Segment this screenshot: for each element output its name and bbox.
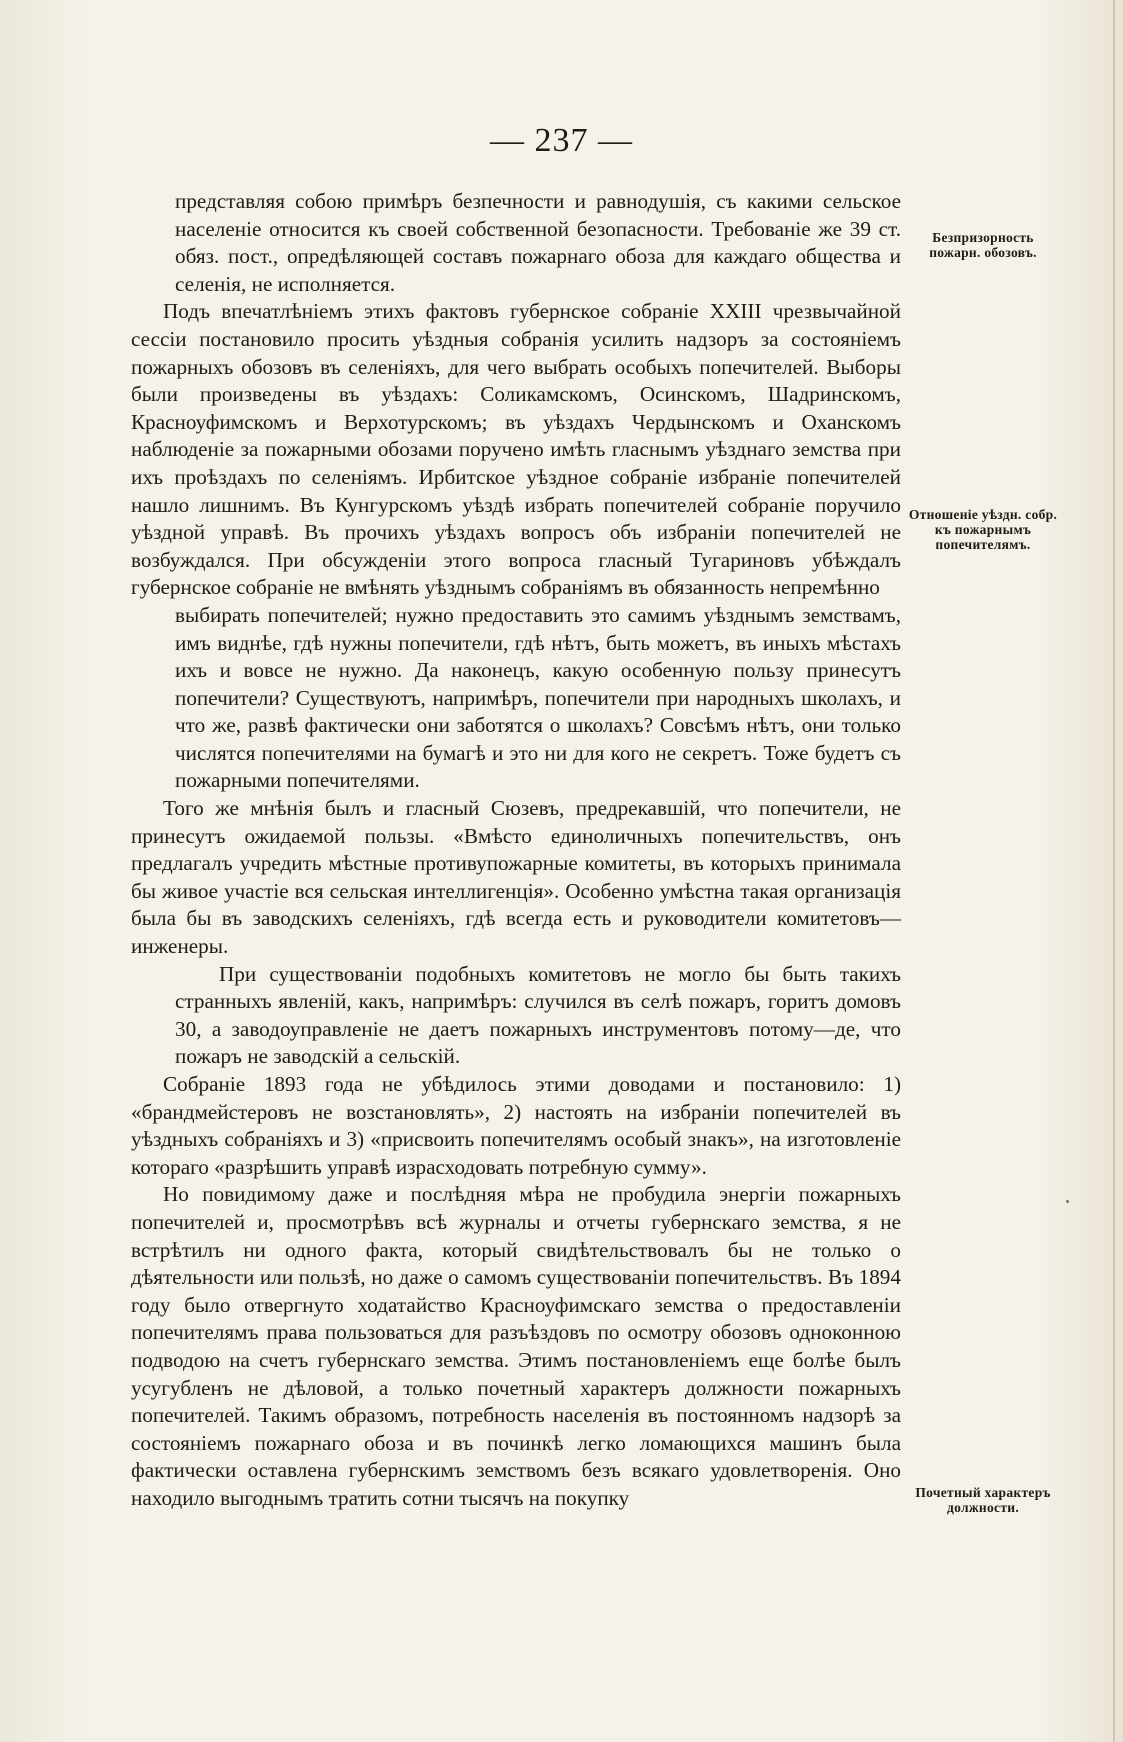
print-speck [1066,1200,1069,1203]
paragraph-1: представляя собою примѣръ безпечности и равнодушія, съ какими сельское населеніе относится къ своей собственной безопасности. Требованіе же 39 ст. обяз. пост., опредѣляющей составъ пожарнаго обоза для каждаго общества и селенія, не исполняется. [175,189,901,296]
body-text [131,188,901,1513]
paragraph-7: Но повидимому даже и послѣдняя мѣра не пробудила энергіи пожарныхъ попечителей и, просмотрѣвъ всѣ журналы и отчеты губернскаго земства, я не встрѣтилъ ни одного факта, который свидѣтельствовалъ бы не только о дѣятельности или пользѣ, но даже о самомъ существованіи попечительствъ. Въ 1894 году было отвергнуто ходатайство Красноуфимскаго земства о предоставленіи попечителямъ права пользоваться для разъѣздовъ по осмотру обозовъ одноконною подводою на счетъ губернскаго земства. Этимъ постановленіемъ еще болѣе былъ усугубленъ не дѣловой, а только почетный характеръ должности пожарныхъ попечителей. Такимъ образомъ, потребность населенія въ постоянномъ надзорѣ за состояніемъ пожарнаго обоза и въ починкѣ легко ломающихся машинъ была фактически оставлена губернскимъ земствомъ безъ всякаго удовлетворенія. Оно находило выгоднымъ тратить сотни тысячъ на покупку [131,1182,901,1510]
margin-note-2: Отношеніе уѣздн. собр. къ пожарнымъ попечителямъ. [908,507,1058,552]
paragraph-2: Подъ впечатлѣніемъ этихъ фактовъ губернское собраніе XXIII чрезвычайной сессіи постановило просить уѣздныя собранія усилить надзоръ за состояніемъ пожарныхъ обозовъ въ селеніяхъ, для чего выбрать особыхъ попечителей. Выборы были произведены въ уѣздахъ: Соликамскомъ, Осинскомъ, Шадринскомъ, Красноуфимскомъ и Верхотурскомъ; въ уѣздахъ Чердынскомъ и Оханскомъ наблюденіе за пожарными обозами поручено имѣть гласнымъ уѣзднаго земства при ихъ проѣздахъ по селеніямъ. Ирбитское уѣздное собраніе избраніе попечителей нашло лишнимъ. Въ Кунгурскомъ уѣздѣ избрать попечителей собраніе поручило уѣздной управѣ. Въ прочихъ уѣздахъ вопросъ объ избраніи попечителей не возбуждался. При обсужденіи этого вопроса гласный Тугариновъ убѣждалъ губернское собраніе не вмѣнять уѣзднымъ собраніямъ въ обязанность непремѣнно [131,299,901,600]
page-number: — 237 — [490,122,633,159]
margin-note-1: Безпризорность пожарн. обозовъ. [929,230,1037,260]
margin-note-3: Почетный характеръ должности. [915,1485,1051,1515]
paragraph-6: Собраніе 1893 года не убѣдилось этими доводами и постановило: 1) «брандмейстеровъ не возстановлять», 2) настоять на избраніи попечителей въ уѣздныхъ собраніяхъ и 3) «присвоить попечителямъ особый знакъ», на изготовленіе котораго «разрѣшить управѣ израсходовать потребную сумму». [131,1072,901,1179]
page-edge [1113,0,1115,1742]
paragraph-3: выбирать попечителей; нужно предоставить это самимъ уѣзднымъ земствамъ, имъ виднѣе, гдѣ нужны попечители, гдѣ нѣтъ, быть можетъ, въ иныхъ мѣстахъ ихъ и вовсе не нужно. Да наконецъ, какую особенную пользу принесутъ попечители? Существуютъ, напримѣръ, попечители при народныхъ школахъ, и что же, развѣ фактически они заботятся о школахъ? Совсѣмъ нѣтъ, они только числятся попечителями на бумагѣ и это ни для кого не секретъ. Тоже будетъ съ пожарными попечителями. [175,602,901,793]
paragraph-5: При существованіи подобныхъ комитетовъ не могло бы быть такихъ странныхъ явленій, какъ, напримѣръ: случился въ селѣ пожаръ, горитъ домовъ 30, а заводоуправленіе не даетъ пожарныхъ инструментовъ потому—де, что пожаръ не заводскій а сельскій. [175,961,901,1069]
paragraph-4: Того же мнѣнія былъ и гласный Сюзевъ, предрекавшій, что попечители, не принесутъ ожидаемой пользы. «Вмѣсто единоличныхъ попечительствъ, онъ предлагалъ учредить мѣстные противупожарные комитеты, въ которыхъ принимала бы живое участіе вся сельская интеллигенція». Особенно умѣстна такая организація была бы въ заводскихъ селеніяхъ, гдѣ всегда есть и руководители комитетовъ—инженеры. [131,796,901,959]
